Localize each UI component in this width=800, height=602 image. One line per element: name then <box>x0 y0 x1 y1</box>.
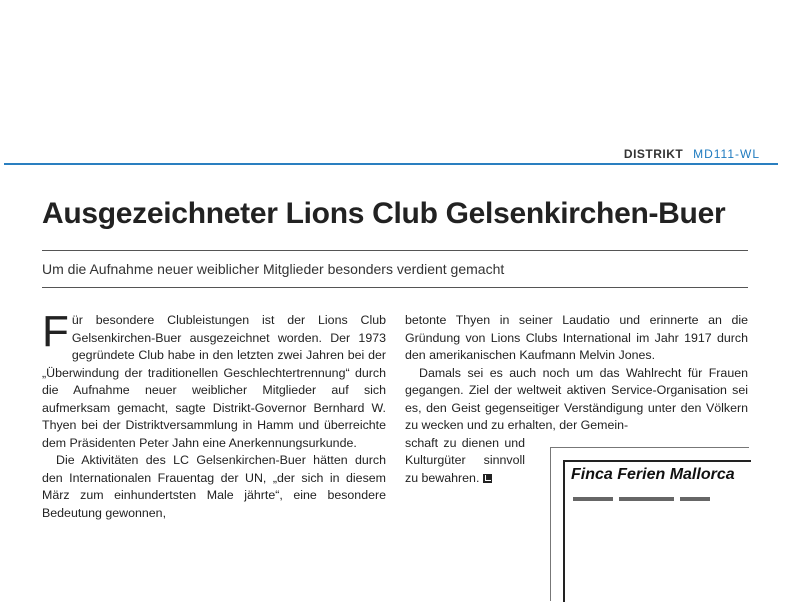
subtitle-rule <box>42 287 748 288</box>
article-subtitle: Um die Aufnahme neuer weiblicher Mitglieder besonders verdient gemacht <box>42 261 505 277</box>
ad-title: Finca Ferien Mallorca <box>571 466 735 483</box>
lions-end-mark-icon <box>483 474 492 483</box>
article-column-left <box>42 307 386 522</box>
district-code: MD111-WL <box>693 147 760 161</box>
section-label: DISTRIKT <box>623 147 684 161</box>
article-title: Ausgezeichneter Lions Club Gelsenkirchen-Buer <box>42 197 726 230</box>
section-header <box>624 147 760 161</box>
title-rule <box>42 250 748 251</box>
paragraph-1-text: ür besondere Clubleistungen ist der Lions Club Gelsenkirchen-Buer ausgezeichnet worden. Der 1973 gegründete Club habe in den letzten zwei Jahren bei der „Überwindung der traditionellen Geschlechtertrennung“ durch die Aufnahme neuer weiblicher Mitglieder auf sich aufmerksam gemacht, sagte Distrikt-Governor Bernhard W. Thyen bei der Distriktversammlung in Hamm und überreichte dem Präsidenten Peter Jahn eine Anerkennungsurkunde. <box>42 313 386 450</box>
paragraph-1 <box>42 307 386 452</box>
ad-cutoff-text <box>573 495 743 501</box>
paragraph-5-text: schaft zu dienen und Kulturgüter sinnvoll zu bewahren. <box>405 435 525 485</box>
paragraph-5 <box>405 435 525 488</box>
header-rule <box>4 163 778 165</box>
drop-cap: F <box>42 307 69 356</box>
paragraph-4: Damals sei es auch noch um das Wahlrecht für Frauen gegangen. Ziel der weltweit aktiven Service-Organisation sei es, den Geist gegenseitiger Verständigung unter den Völkern zu wecken und zu erhalten, der Gemein- <box>405 365 748 432</box>
paragraph-3: betonte Thyen in seiner Laudatio und erinnerte an die Gründung von Lions Clubs International im Jahr 1917 durch den amerikanischen Kaufmann Melvin Jones. <box>405 313 748 362</box>
paragraph-2: Die Aktivitäten des LC Gelsenkirchen-Buer hätten durch den Internationalen Frauentag der UN, „der sich in diesem März zum einhundertsten Male jährte“, eine besondere Bedeutung gewonnen, <box>42 453 386 520</box>
